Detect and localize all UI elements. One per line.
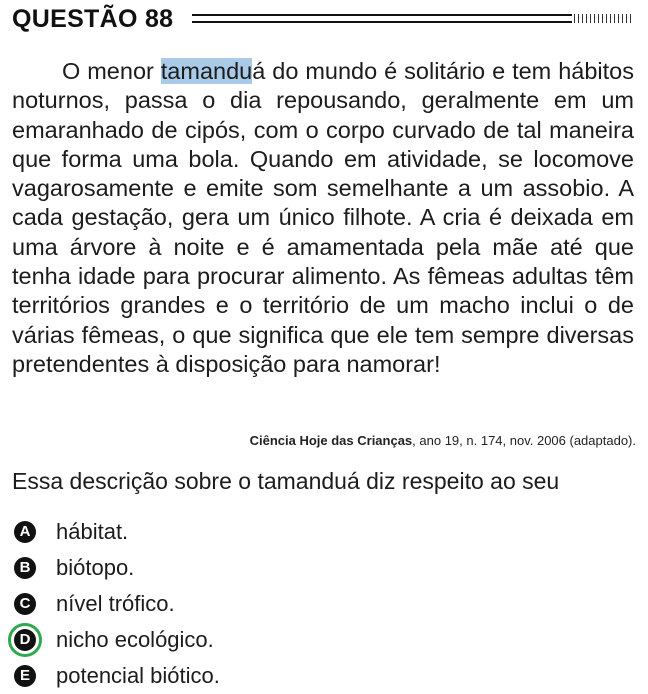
- passage-rest: á do mundo é solitário e tem hábitos noturnos, passa o dia repousando, geralmente em um emaranhado de cipós, com o corpo curvado de tal maneira que forma uma bola. Quando em atividade, se locomove vagarosamente e emite som semelhante a um assobio. A cada gestação, gera um único filhote. A cria é deixada em uma árvore à noite e é amamentada pela mãe até que tenha idade para procurar alimento. As fêmeas adultas têm territórios grandes e o território de um macho inclui o de várias fêmeas, o que significa que ele tem sempre diversas pretendentes à disposição para namorar!: [12, 58, 634, 377]
- option-d[interactable]: [12, 622, 220, 658]
- option-b[interactable]: [12, 550, 220, 586]
- header-tick-marks: [574, 14, 634, 23]
- question-title: QUESTÃO 88: [12, 5, 174, 33]
- option-b-letter-badge: B: [14, 557, 36, 579]
- option-b-text: biótopo.: [56, 555, 135, 580]
- correct-answer-ring-icon: [8, 623, 42, 657]
- option-a-letter-badge: A: [14, 521, 36, 543]
- header-double-rule: [192, 14, 572, 23]
- option-a-text: hábitat.: [56, 519, 129, 544]
- question-stem: Essa descrição sobre o tamanduá diz respeito ao seu: [12, 468, 560, 494]
- question-header: [12, 4, 638, 34]
- passage-text: [12, 57, 634, 379]
- option-d-letter-badge: [14, 629, 36, 651]
- option-c-text: nível trófico.: [56, 591, 175, 616]
- option-e-text: potencial biótico.: [56, 663, 220, 688]
- passage-start: O menor: [62, 58, 161, 84]
- option-c[interactable]: [12, 586, 220, 622]
- option-e[interactable]: [12, 658, 220, 694]
- option-c-letter-badge: C: [14, 593, 36, 615]
- option-d-text: nicho ecológico.: [56, 627, 214, 652]
- source-publication: Ciência Hoje das Crianças: [249, 433, 413, 448]
- source-citation: [250, 433, 636, 449]
- option-e-letter-badge: E: [14, 665, 36, 687]
- source-details: , ano 19, n. 174, nov. 2006 (adaptado).: [412, 433, 636, 448]
- option-a[interactable]: [12, 514, 220, 550]
- highlighted-word: tamandu: [160, 58, 253, 84]
- option-d-letter: D: [19, 631, 31, 648]
- answer-options: [12, 514, 220, 694]
